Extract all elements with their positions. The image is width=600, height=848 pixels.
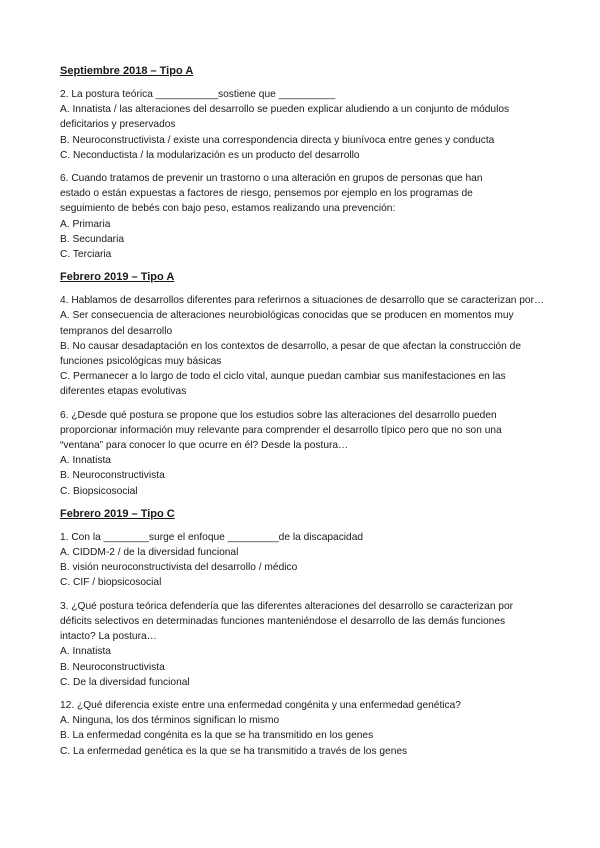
question-block <box>60 87 565 163</box>
answer-text: C. De la diversidad funcional <box>60 676 190 688</box>
answer-text: déficits selectivos en determinadas funciones manteniéndose el desarrollo de las demás funciones <box>60 615 506 627</box>
answer-text: B. Secundaria <box>60 233 124 245</box>
answer-text: B. La enfermedad congénita es la que se ha transmitido en los genes <box>60 730 374 742</box>
answer-text: C. Biopsicosocial <box>60 485 138 497</box>
answer-text: proporcionar información muy relevante para comprender el desarrollo típico pero que no son una <box>60 424 502 436</box>
answer-text: B. Neuroconstructivista <box>60 470 165 482</box>
answer-text: tempranos del desarrollo <box>60 325 173 337</box>
answer-text: A. Ninguna, los dos términos significan lo mismo <box>60 715 280 727</box>
question-block <box>60 293 565 399</box>
answer-text: seguimiento de bebés con bajo peso, estamos realizando una prevención: <box>60 203 396 215</box>
question-text: 4. Hablamos de desarrollos diferentes para referirnos a situaciones de desarrollo que se caracterizan por… <box>60 295 545 307</box>
answer-text: C. CIF / biopsicosocial <box>60 577 162 589</box>
answer-text: C. La enfermedad genética es la que se ha transmitido a través de los genes <box>60 745 408 757</box>
answer-text: funciones psicológicas muy básicas <box>60 356 222 368</box>
question-block <box>60 408 565 499</box>
question-text: 2. La postura teórica ___________sostiene que __________ <box>60 89 336 100</box>
answer-text: intacto? La postura… <box>60 631 157 643</box>
answer-text: A. Innatista <box>60 646 111 658</box>
question-text: 1. Con la ________surge el enfoque _________de la discapacidad <box>60 531 364 543</box>
question-block <box>60 599 565 690</box>
answer-text: A. Innatista <box>60 455 111 467</box>
answer-text: “ventana” para conocer lo que ocurre en él? Desde la postura… <box>60 440 349 452</box>
answer-text: C. Neconductista / la modularización es un producto del desarrollo <box>60 149 360 161</box>
question-text: 12. ¿Qué diferencia existe entre una enfermedad congénita y una enfermedad genética? <box>60 699 461 711</box>
answer-text: A. Innatista / las alteraciones del desarrollo se pueden explicar aludiendo a un conjunto de módulos <box>60 104 510 116</box>
answer-text: B. Neuroconstructivista <box>60 661 165 673</box>
answer-text: A. CIDDM-2 / de la diversidad funcional <box>60 547 239 559</box>
section-heading: Febrero 2019 – Tipo A <box>60 271 175 284</box>
question-block <box>60 171 565 262</box>
answer-text: B. visión neuroconstructivista del desarrollo / médico <box>60 562 298 574</box>
document-page <box>60 64 565 767</box>
answer-text: B. No causar desadaptación en los contextos de desarrollo, a pesar de que afectan la construcción de <box>60 340 521 352</box>
section-heading: Septiembre 2018 – Tipo A <box>60 65 194 77</box>
answer-text: A. Primaria <box>60 218 111 230</box>
question-text: 6. Cuando tratamos de prevenir un trastorno o una alteración en grupos de personas que han <box>60 173 483 185</box>
question-block <box>60 698 565 759</box>
answer-text: diferentes etapas evolutivas <box>60 386 187 398</box>
question-text: 6. ¿Desde qué postura se propone que los estudios sobre las alteraciones del desarrollo pueden <box>60 409 497 421</box>
answer-text: A. Ser consecuencia de alteraciones neurobiológicas conocidas que se producen en momentos muy <box>60 310 514 322</box>
answer-text: B. Neuroconstructivista / existe una correspondencia directa y biunívoca entre genes y conducta <box>60 134 495 146</box>
question-text: 3. ¿Qué postura teórica defendería que las diferentes alteraciones del desarrollo se caracterizan por <box>60 600 514 612</box>
answer-text: C. Permanecer a lo largo de todo el ciclo vital, aunque puedan cambiar sus manifestaciones en las <box>60 371 506 383</box>
question-block <box>60 530 565 591</box>
answer-text: C. Terciaria <box>60 249 112 261</box>
answer-text: deficitarios y preservados <box>60 119 176 131</box>
section-heading: Febrero 2019 – Tipo C <box>60 507 175 520</box>
answer-text: estado o están expuestas a factores de riesgo, pensemos por ejemplo en los programas de <box>60 188 473 200</box>
